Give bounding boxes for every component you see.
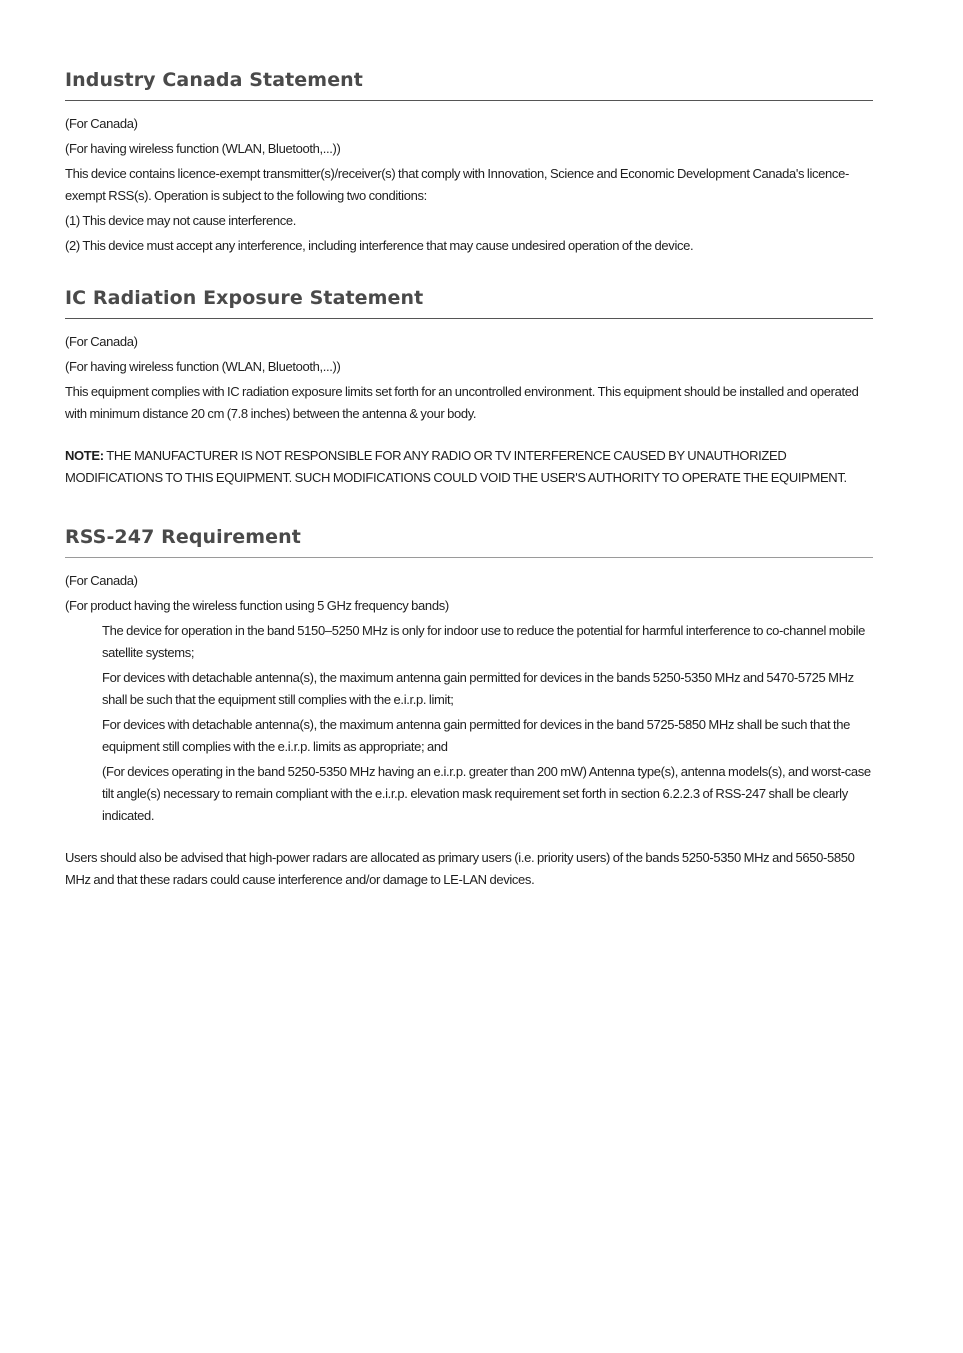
wireless-function-text: (For having wireless function (WLAN, Bluetooth,...)) (65, 359, 341, 374)
wireless-function-text: (For having wireless function (WLAN, Bluetooth,...)) (65, 141, 341, 156)
requirement-item-4: (For devices operating in the band 5250-5350 MHz having an e.i.r.p. greater than 200 mW) Antenna type(s), antenna models(s), and worst-case tilt angle(s) necessary to remain compliant with the e.i.r.p. elevation mask requirement set forth in section 6.2.2.3 of RSS-247 shall be clearly indicated. (102, 764, 871, 823)
section-title: IC Radiation Exposure Statement (65, 287, 424, 309)
section-divider (65, 100, 873, 101)
body-paragraph: This equipment complies with IC radiation exposure limits set forth for an uncontrolled environment. This equipment should be installed and operated with minimum distance 20 cm (7.8 inches) between the antenna & your body. (65, 384, 859, 421)
industry-canada-section (65, 69, 873, 260)
product-scope-text: (For product having the wireless function using 5 GHz frequency bands) (65, 598, 449, 613)
condition-1: (1) This device may not cause interference. (65, 213, 296, 228)
section-divider (65, 318, 873, 319)
note-text: THE MANUFACTURER IS NOT RESPONSIBLE FOR ANY RADIO OR TV INTERFERENCE CAUSED BY UNAUTHORIZED MODIFICATIONS TO THIS EQUIPMENT. SUCH MODIFICATIONS COULD VOID THE USER'S AUTHORITY TO OPERATE THE EQUIPMENT. (65, 448, 847, 485)
note-paragraph (65, 445, 873, 489)
section-title: Industry Canada Statement (65, 69, 363, 91)
note-label: NOTE: (65, 448, 104, 463)
for-canada-text: (For Canada) (65, 573, 138, 588)
for-canada-text: (For Canada) (65, 116, 138, 131)
for-canada-text: (For Canada) (65, 334, 138, 349)
requirement-item-3: For devices with detachable antenna(s), the maximum antenna gain permitted for devices in the band 5725-5850 MHz shall be such that the equipment still complies with the e.i.r.p. limits as appropriate; and (102, 717, 850, 754)
rss247-section (65, 526, 873, 894)
requirement-item-1: The device for operation in the band 5150–5250 MHz is only for indoor use to reduce the potential for harmful interference to co-channel mobile satellite systems; (102, 623, 865, 660)
requirement-item-2: For devices with detachable antenna(s), the maximum antenna gain permitted for devices in the bands 5250-5350 MHz and 5470-5725 MHz shall be such that the equipment still complies with the e.i.r.p. limit; (102, 670, 854, 707)
ic-radiation-section (65, 287, 873, 492)
section-title: RSS-247 Requirement (65, 526, 301, 548)
section-divider (65, 557, 873, 558)
condition-2: (2) This device must accept any interference, including interference that may cause undesired operation of the device. (65, 238, 694, 253)
users-advisory-paragraph: Users should also be advised that high-power radars are allocated as primary users (i.e. priority users) of the bands 5250-5350 MHz and 5650-5850 MHz and that these radars could cause interference and/or damage to LE-LAN devices. (65, 850, 855, 887)
body-paragraph: This device contains licence-exempt transmitter(s)/receiver(s) that comply with Innovation, Science and Economic Development Canada's licence-exempt RSS(s). Operation is subject to the following two conditions: (65, 166, 849, 203)
